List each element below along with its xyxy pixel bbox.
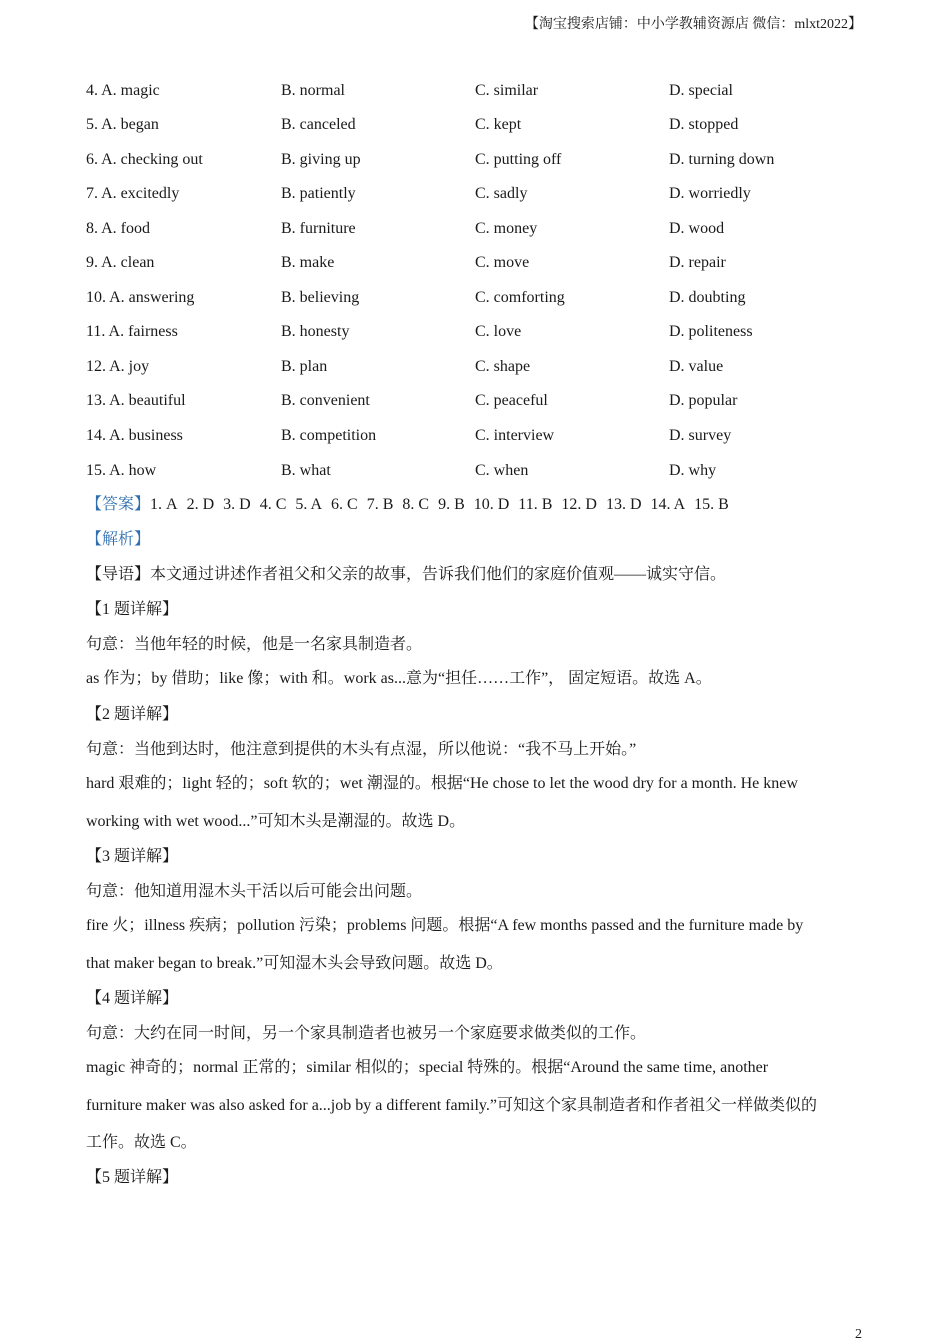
answer-item: 5. A <box>295 496 323 513</box>
answer-item: 1. A <box>150 496 178 513</box>
answer-item: 6. C <box>331 496 358 513</box>
option-b: B. competition <box>281 427 377 444</box>
option-a: 11. A. fairness <box>86 323 178 340</box>
option-c: C. sadly <box>475 185 528 202</box>
q3-explain-line2: that maker began to break.”可知湿木头会导致问题。故选 D。 <box>86 955 503 972</box>
option-a: 15. A. how <box>86 462 157 479</box>
answer-item: 12. D <box>561 496 597 513</box>
answer-line <box>86 493 729 517</box>
q4-meaning: 句意：大约在同一时间，另一个家具制造者也被另一个家庭要求做类似的工作。 <box>86 1025 647 1042</box>
q2-title: 【2 题详解】 <box>86 706 179 723</box>
option-row-q15 <box>0 459 950 483</box>
option-row-q13 <box>0 389 950 413</box>
option-d: D. turning down <box>669 151 775 168</box>
option-a: 14. A. business <box>86 427 183 444</box>
q1-explain: as 作为；by 借助；like 像；with 和。work as...意为“担任……工作”， 固定短语。故选 A。 <box>86 670 712 687</box>
option-b: B. what <box>281 462 331 479</box>
q2-explain-line1: hard 艰难的；light 轻的；soft 软的；wet 潮湿的。根据“He chose to let the wood dry for a month. He knew <box>86 775 798 792</box>
answer-label: 【答案】 <box>86 496 151 513</box>
analysis-label: 【解析】 <box>86 531 151 548</box>
option-d: D. stopped <box>669 116 739 133</box>
q4-explain-line2: furniture maker was also asked for a...job by a different family.”可知这个家具制造者和作者祖父一样做类似的 <box>86 1097 817 1114</box>
option-row-q12 <box>0 355 950 379</box>
q1-meaning: 句意：当他年轻的时候，他是一名家具制造者。 <box>86 636 423 653</box>
page-number: 2 <box>855 1327 862 1342</box>
option-b: B. patiently <box>281 185 356 202</box>
option-a: 6. A. checking out <box>86 151 203 168</box>
answer-item: 11. B <box>518 496 553 513</box>
option-a: 13. A. beautiful <box>86 392 186 409</box>
answer-item: 3. D <box>223 496 251 513</box>
q4-explain-line3: 工作。故选 C。 <box>86 1134 197 1151</box>
option-b: B. believing <box>281 289 360 306</box>
option-b: B. plan <box>281 358 328 375</box>
option-d: D. survey <box>669 427 732 444</box>
option-a: 4. A. magic <box>86 82 160 99</box>
option-d: D. special <box>669 82 733 99</box>
option-b: B. normal <box>281 82 345 99</box>
option-d: D. why <box>669 462 717 479</box>
answer-item: 8. C <box>402 496 430 513</box>
answer-item: 13. D <box>605 496 642 513</box>
option-row-q4 <box>0 79 950 103</box>
page-header: 【淘宝搜索店铺：中小学教辅资源店 微信：mlxt2022】 <box>524 17 862 32</box>
option-c: C. kept <box>475 116 522 133</box>
answer-item: 14. A <box>650 496 686 513</box>
answer-item: 4. C <box>259 496 287 513</box>
option-d: D. repair <box>669 254 726 271</box>
option-b: B. honesty <box>281 323 350 340</box>
option-row-q8 <box>0 217 950 241</box>
option-c: C. similar <box>475 82 539 99</box>
option-c: C. shape <box>475 358 531 375</box>
option-row-q14 <box>0 424 950 448</box>
q2-explain-line2: working with wet wood...”可知木头是潮湿的。故选 D。 <box>86 813 466 830</box>
option-b: B. convenient <box>281 392 370 409</box>
answer-item: 9. B <box>438 496 465 513</box>
option-c: C. comforting <box>475 289 565 306</box>
option-b: B. make <box>281 254 335 271</box>
option-d: D. wood <box>669 220 725 237</box>
option-d: D. doubting <box>669 289 746 306</box>
answer-item: 2. D <box>186 496 215 513</box>
option-c: C. when <box>475 462 529 479</box>
intro-text: 【导语】本文通过讲述作者祖父和父亲的故事，告诉我们他们的家庭价值观——诚实守信。 <box>86 566 727 583</box>
option-c: C. money <box>475 220 538 237</box>
option-d: D. politeness <box>669 323 753 340</box>
q4-title: 【4 题详解】 <box>86 990 179 1007</box>
option-row-q6 <box>0 148 950 172</box>
option-d: D. popular <box>669 392 738 409</box>
q3-meaning: 句意：他知道用湿木头干活以后可能会出问题。 <box>86 883 423 900</box>
option-a: 7. A. excitedly <box>86 185 180 202</box>
option-c: C. peaceful <box>475 392 548 409</box>
option-row-q5 <box>0 113 950 137</box>
option-row-q7 <box>0 182 950 206</box>
option-c: C. love <box>475 323 522 340</box>
option-a: 8. A. food <box>86 220 150 237</box>
option-row-q10 <box>0 286 950 310</box>
option-b: B. giving up <box>281 151 361 168</box>
answer-item: 10. D <box>473 496 510 513</box>
option-c: C. putting off <box>475 151 562 168</box>
option-c: C. move <box>475 254 530 271</box>
q2-meaning: 句意：当他到达时，他注意到提供的木头有点湿，所以他说：“我不马上开始。” <box>86 741 637 758</box>
option-a: 9. A. clean <box>86 254 155 271</box>
option-row-q9 <box>0 251 950 275</box>
option-a: 10. A. answering <box>86 289 195 306</box>
q3-explain-line1: fire 火；illness 疾病；pollution 污染；problems 问题。根据“A few months passed and the furniture made by <box>86 917 804 934</box>
q1-title: 【1 题详解】 <box>86 601 179 618</box>
option-a: 12. A. joy <box>86 358 150 375</box>
option-d: D. value <box>669 358 724 375</box>
q4-explain-line1: magic 神奇的；normal 正常的；similar 相似的；special 特殊的。根据“Around the same time, another <box>86 1059 769 1076</box>
option-b: B. canceled <box>281 116 356 133</box>
q5-title: 【5 题详解】 <box>86 1169 179 1186</box>
q3-title: 【3 题详解】 <box>86 848 179 865</box>
option-c: C. interview <box>475 427 555 444</box>
option-b: B. furniture <box>281 220 356 237</box>
option-d: D. worriedly <box>669 185 751 202</box>
answer-item: 7. B <box>366 496 394 513</box>
answer-item: 15. B <box>694 496 729 513</box>
option-row-q11 <box>0 320 950 344</box>
option-a: 5. A. began <box>86 116 159 133</box>
